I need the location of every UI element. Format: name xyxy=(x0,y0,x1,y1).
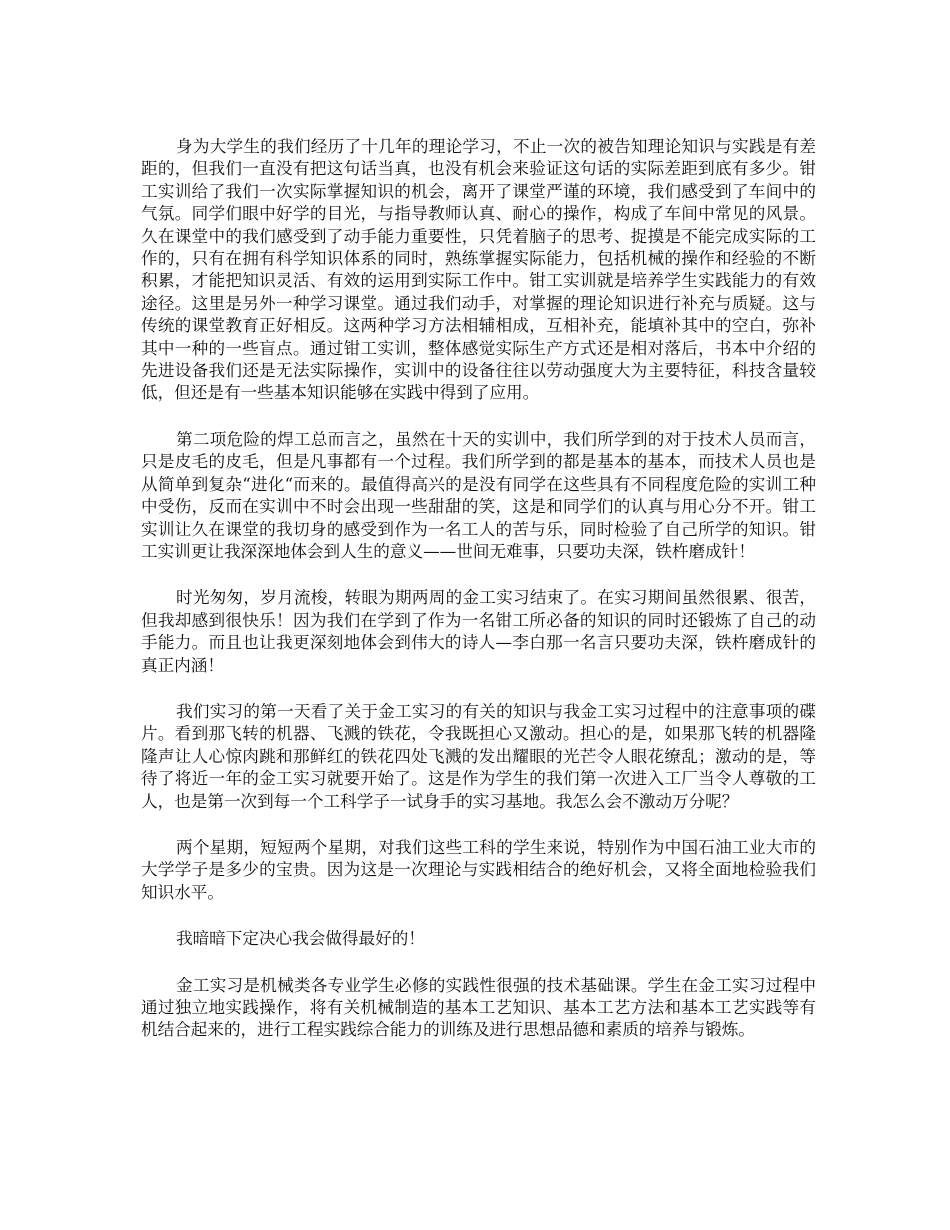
paragraph-2: 第二项危险的焊工总而言之，虽然在十天的实训中，我们所学到的对于技术人员而言，只是皮毛的皮毛，但是凡事都有一个过程。我们所学到的都是基本的基本，而技术人员也是从简单到复杂“进化“而来的。最值得高兴的是没有同学在这些具有不同程度危险的实训工种中受伤，反而在实训中不时会出现一些甜甜的笑，这是和同学们的认真与用心分不开。钳工实训让久在课堂的我切身的感受到作为一名工人的苦与乐，同时检验了自己所学的知识。钳工实训更让我深深地体会到人生的意义——世间无难事，只要功夫深，铁杵磨成针！ xyxy=(141,429,816,561)
document-body xyxy=(141,136,816,1066)
paragraph-6: 我暗暗下定决心我会做得最好的！ xyxy=(176,929,425,949)
paragraph-5: 两个星期，短短两个星期，对我们这些工科的学生来说，特别作为中国石油工业大市的大学学子是多少的宝贵。因为这是一次理论与实践相结合的绝好机会，又将全面地检验我们知识水平。 xyxy=(141,837,816,902)
paragraph-7: 金工实习是机械类各专业学生必修的实践性很强的技术基础课。学生在金工实习过程中通过独立地实践操作，将有关机械制造的基本工艺知识、基本工艺方法和基本工艺实践等有机结合起来的，进行工程实践综合能力的训练及进行思想品德和素质的培养与锻炼。 xyxy=(141,975,816,1040)
paragraph-1: 身为大学生的我们经历了十几年的理论学习，不止一次的被告知理论知识与实践是有差距的，但我们一直没有把这句话当真，也没有机会来验证这句话的实际差距到底有多少。钳工实训给了我们一次实际掌握知识的机会，离开了课堂严谨的环境，我们感受到了车间中的气氛。同学们眼中好学的目光，与指导教师认真、耐心的操作，构成了车间中常见的风景。久在课堂中的我们感受到了动手能力重要性，只凭着脑子的思考、捉摸是不能完成实际的工作的，只有在拥有科学知识体系的同时，熟练掌握实际能力，包括机械的操作和经验的不断积累，才能把知识灵活、有效的运用到实际工作中。钳工实训就是培养学生实践能力的有效途径。这里是另外一种学习课堂。通过我们动手，对掌握的理论知识进行补充与质疑。这与传统的课堂教育正好相反。这两种学习方法相辅相成，互相补充，能填补其中的空白，弥补其中一种的一些盲点。通过钳工实训，整体感觉实际生产方式还是相对落后，书本中介绍的先进设备我们还是无法实际操作，实训中的设备往往以劳动强度大为主要特征，科技含量较低，但还是有一些基本知识能够在实践中得到了应用。 xyxy=(141,137,816,403)
paragraph-3: 时光匆匆，岁月流梭，转眼为期两周的金工实习结束了。在实习期间虽然很累、很苦，但我却感到很快乐！因为我们在学到了作为一名钳工所必备的知识的同时还锻炼了自己的动手能力。而且也让我更深刻地体会到伟大的诗人—李白那一名言只要功夫深，铁杵磨成针的真正内涵！ xyxy=(141,588,816,675)
paragraph-4: 我们实习的第一天看了关于金工实习的有关的知识与我金工实习过程中的注意事项的碟片。看到那飞转的机器、飞溅的铁花，令我既担心又激动。担心的是，如果那飞转的机器隆隆声让人心惊肉跳和那鲜红的铁花四处飞溅的发出耀眼的光芒令人眼花缭乱；激动的是，等待了将近一年的金工实习就要开始了。这是作为学生的我们第一次进入工厂当令人尊敬的工人，也是第一次到每一个工科学子一试身手的实习基地。我怎么会不激动万分呢？ xyxy=(141,701,816,811)
